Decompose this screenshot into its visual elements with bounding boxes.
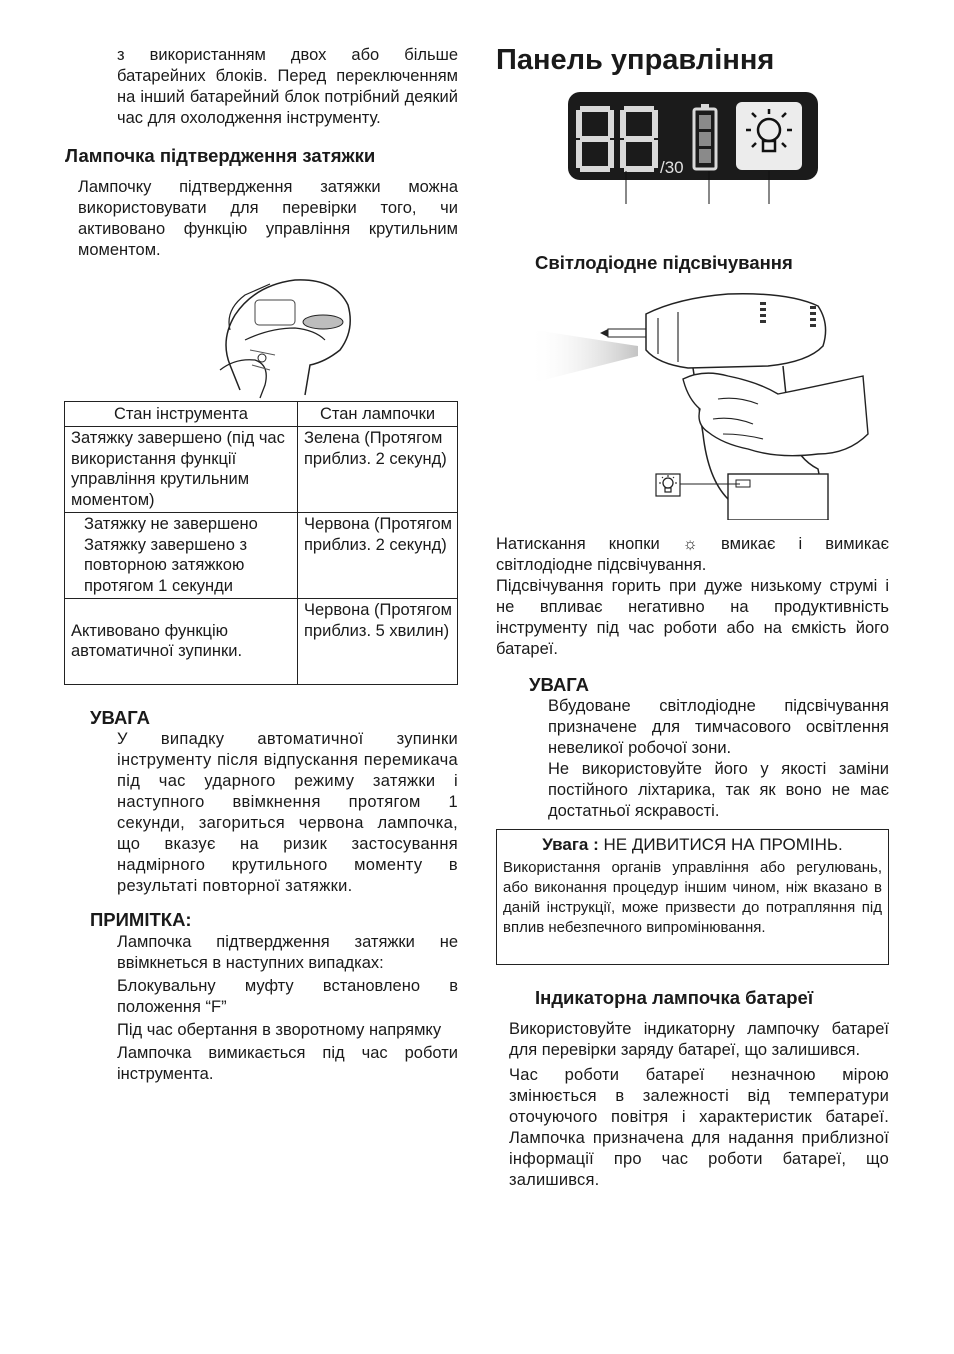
note-item: Під час обертання в зворотному напрямку bbox=[117, 1021, 442, 1039]
led-description bbox=[496, 534, 889, 660]
warning-title-line bbox=[503, 834, 882, 856]
table-header-cell: Стан лампочки bbox=[298, 402, 458, 427]
led-heading: Світлодіодне підсвічування bbox=[535, 252, 793, 273]
table-cell-state: Затяжку не завершено Затяжку завершено з повторною затяжкою протягом 1 секунди bbox=[65, 513, 298, 599]
lamp-status-table bbox=[64, 401, 458, 685]
led-paragraph-1: Натискання кнопки ☼ вмикає і вимикає світлодіодне підсвічування. bbox=[496, 535, 889, 574]
control-panel-illustration bbox=[566, 92, 820, 206]
note-list bbox=[117, 932, 458, 1085]
table-cell-state: Активовано функцію автоматичної зупинки. bbox=[65, 599, 298, 685]
warning-label: Увага : bbox=[542, 835, 599, 854]
caution-heading-right: УВАГА bbox=[529, 674, 589, 695]
note-item: Лампочка вимикається під час роботи інструмента. bbox=[117, 1044, 458, 1083]
note-item: Блокувальну муфту встановлено в положення “F” bbox=[117, 977, 458, 1016]
caution-heading-left: УВАГА bbox=[90, 707, 150, 728]
table-cell-lamp: Червона (Протягом приблиз. 5 хвилин) bbox=[298, 599, 458, 685]
battery-lamp-heading: Індикаторна лампочка батареї bbox=[535, 987, 814, 1008]
intro-text: з використанням двох або більше батарейних блоків. Перед переключенням на інший батарейний блок потрібний деякий час для охолодження інструменту. bbox=[117, 46, 458, 127]
caution-text-left: У випадку автоматичної зупинки інструменту після відпускання перемикача під час ударного режиму затяжки і наступного ввімкнення протягом 1 секунди, загориться червона лампочка, що вказує на ризик застосування надмірного крутильного моменту в результаті повторної затяжки. bbox=[117, 730, 458, 895]
tool-illustration-led bbox=[528, 284, 870, 520]
torque-lamp-heading: Лампочка підтвердження затяжки bbox=[65, 145, 376, 166]
caution-paragraph-2: Не використовуйте його у якості заміни постійного ліхтарика, так як воно не має достатньої яскравості. bbox=[548, 760, 889, 820]
table-cell-lamp: Червона (Протягом приблиз. 2 секунд) bbox=[298, 513, 458, 599]
note-heading: ПРИМІТКА: bbox=[90, 909, 192, 930]
torque-lamp-text: Лампочку підтвердження затяжки можна використовувати для перевірки того, чи активовано функцію управління крутильним моментом. bbox=[78, 178, 458, 259]
laser-warning-box bbox=[496, 829, 889, 965]
caution-text-right bbox=[548, 696, 889, 822]
note-item: Лампочка підтвердження затяжки не ввімкнеться в наступних випадках: bbox=[117, 933, 458, 972]
table-cell-state: Затяжку завершено (під час використання функції управління крутильним моментом) bbox=[65, 427, 298, 513]
warning-title: НЕ ДИВИТИСЯ НА ПРОМІНЬ. bbox=[603, 835, 843, 854]
led-paragraph-2: Підсвічування горить при дуже низькому струмі і не впливає негативно на продуктивність інструменту під час роботи або на ємкість його батареї. bbox=[496, 577, 889, 658]
table-header-row bbox=[65, 402, 458, 427]
led-light-button-icon bbox=[736, 102, 802, 170]
display-suffix: /30 bbox=[660, 158, 684, 177]
battery-paragraph-2: Час роботи батареї незначною мірою змінюється в залежності від температури оточуючого повітря і характеристик батареї. Лампочка призначена для надання приблизної інформації про час роботи батареї, що залишився. bbox=[509, 1066, 889, 1189]
table-header-cell: Стан інструмента bbox=[65, 402, 298, 427]
table-row bbox=[65, 427, 458, 513]
caution-paragraph-1: Вбудоване світлодіодне підсвічування призначене для тимчасового освітлення невеликої робочої зони. bbox=[548, 697, 889, 757]
table-cell-lamp: Зелена (Протягом приблиз. 2 секунд) bbox=[298, 427, 458, 513]
battery-paragraph-1: Використовуйте індикаторну лампочку батареї для перевірки заряду батареї, що залишився. bbox=[509, 1020, 889, 1059]
table-row bbox=[65, 599, 458, 685]
page-title: Панель управління bbox=[496, 44, 775, 76]
tool-illustration-torque-lamp bbox=[200, 270, 360, 400]
table-row bbox=[65, 513, 458, 599]
battery-lamp-description bbox=[509, 1019, 889, 1191]
warning-text: Використання органів управління або регулювань, або виконання процедур іншим чином, ніж вказано в даній інструкції, може призвести до потрапляння під вплив небезпечного випромінювання. bbox=[503, 859, 882, 936]
